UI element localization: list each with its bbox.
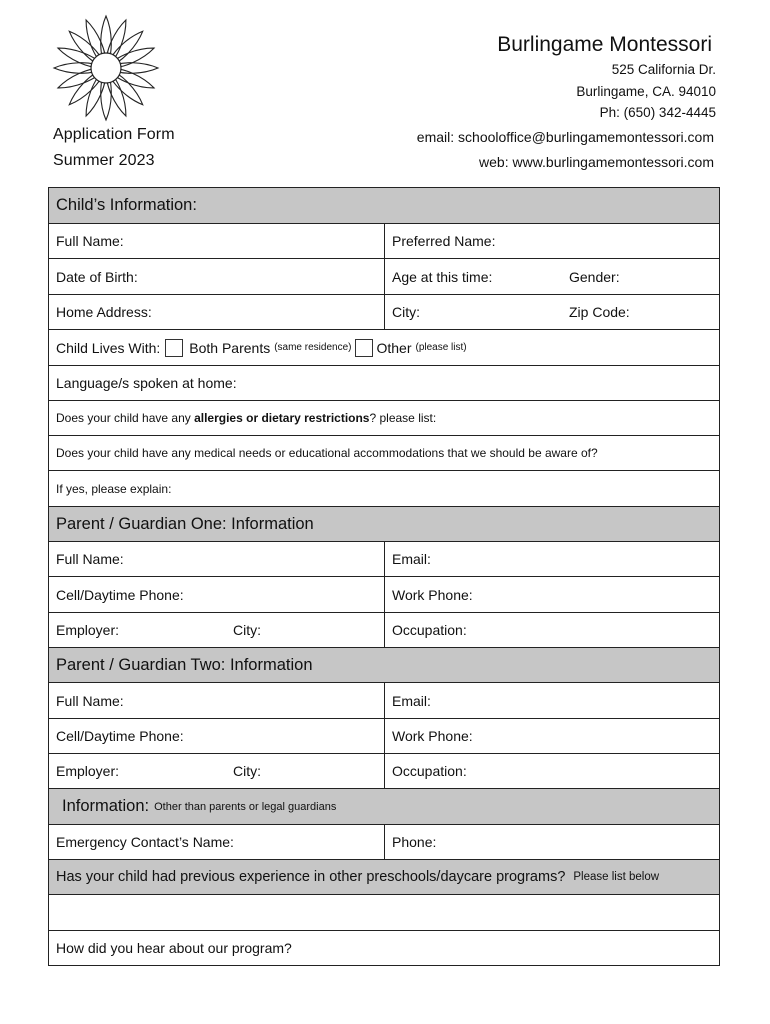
section-parent2-heading [49,647,719,682]
child-dob-field[interactable] [49,259,385,294]
experience-heading-row [49,859,719,894]
parent2-city-label: City: [233,763,261,779]
parent2-employer-label: Employer: [56,763,120,779]
school-phone: Ph: (650) 342-4445 [599,105,716,120]
parent1-work-field[interactable] [385,577,719,612]
parent1-employer-label: Employer: [56,622,120,638]
child-full-name-field[interactable] [49,224,385,258]
parent2-email-label: Email: [392,692,431,709]
child-name-row [49,223,719,258]
allergies-row[interactable] [49,400,719,435]
hear-about-label: How did you hear about our program? [56,940,292,956]
parent2-work-label: Work Phone: [392,728,473,744]
emergency-contact-row [49,824,719,859]
section-emergency-heading [49,788,719,824]
child-address-label: Home Address: [56,304,152,320]
child-address-row [49,294,719,329]
child-dob-row [49,258,719,294]
child-heading: Child’s Information: [56,196,197,214]
experience-note: Please list below [573,871,660,883]
child-zip-label: Zip Code: [569,304,630,320]
parent2-name-row [49,682,719,718]
school-email: email: schooloffice@burlingamemontessori.com [416,129,714,145]
child-full-name-label: Full Name: [56,233,124,249]
emergency-name-field[interactable] [49,825,385,859]
form-session: Summer 2023 [53,152,155,169]
emergency-phone-field[interactable] [385,825,719,859]
parent1-occupation-field[interactable] [385,613,719,647]
child-dob-label: Date of Birth: [56,268,138,285]
child-city-field[interactable] [385,295,719,329]
parent2-full-name-field[interactable] [49,683,385,718]
hear-about-row[interactable] [49,930,719,965]
parent1-full-name-label: Full Name: [56,551,124,567]
medical-label: Does your child have any medical needs or educational accommodations that we should be aware of? [56,446,598,460]
parent1-full-name-field[interactable] [49,542,385,576]
parent1-cell-label: Cell/Daytime Phone: [56,586,184,603]
child-city-label: City: [392,304,420,320]
both-parents-note: (same residence) [274,342,352,353]
parent1-heading: Parent / Guardian One: Information [56,514,314,533]
child-age-field[interactable] [385,259,719,294]
parent2-cell-label: Cell/Daytime Phone: [56,728,184,744]
language-row[interactable] [49,365,719,400]
section-child-heading [49,188,719,223]
child-gender-label: Gender: [569,268,620,285]
lives-with-label: Child Lives With: [56,339,161,356]
parent2-employer-field[interactable] [49,754,385,788]
parent1-cell-field[interactable] [49,577,385,612]
child-preferred-name-label: Preferred Name: [392,233,496,249]
explain-label: If yes, please explain: [56,481,172,496]
parent1-email-field[interactable] [385,542,719,576]
emergency-heading: Information: [62,797,150,815]
other-note: (please list) [415,342,467,353]
parent1-employer-row [49,612,719,647]
parent1-phone-row [49,576,719,612]
application-form [48,187,720,966]
language-label: Language/s spoken at home: [56,375,237,391]
child-age-label: Age at this time: [392,268,493,285]
emergency-heading-note: Other than parents or legal guardians [154,800,337,813]
parent2-occupation-label: Occupation: [392,763,467,779]
parent2-email-field[interactable] [385,683,719,718]
parent2-cell-field[interactable] [49,719,385,753]
parent1-name-row [49,541,719,576]
parent1-city-label: City: [233,622,261,638]
parent2-occupation-field[interactable] [385,754,719,788]
parent2-phone-row [49,718,719,753]
child-preferred-name-field[interactable] [385,224,719,258]
school-name: Burlingame Montessori [497,33,712,56]
school-web: web: www.burlingamemontessori.com [479,154,714,170]
other-label: Other [376,339,412,356]
parent2-heading: Parent / Guardian Two: Information [56,655,313,674]
child-lives-with-row [49,329,719,365]
parent1-employer-field[interactable] [49,613,385,647]
emergency-phone-label: Phone: [392,834,437,850]
flower-icon [50,12,162,124]
parent2-full-name-label: Full Name: [56,692,124,709]
school-street: 525 California Dr. [611,62,716,77]
emergency-name-label: Emergency Contact’s Name: [56,834,234,850]
section-parent1-heading [49,506,719,541]
both-parents-checkbox[interactable] [165,339,183,357]
other-checkbox[interactable] [355,339,373,357]
parent1-work-label: Work Phone: [392,586,473,603]
both-parents-label: Both Parents [189,339,271,356]
experience-answer-field[interactable] [49,894,719,930]
parent2-employer-row [49,753,719,788]
medical-row[interactable] [49,435,719,470]
experience-question: Has your child had previous experience in other preschools/daycare programs? [56,869,566,885]
parent2-work-field[interactable] [385,719,719,753]
explain-row[interactable] [49,470,719,506]
form-title: Application Form [53,126,175,143]
child-address-field[interactable] [49,295,385,329]
parent1-occupation-label: Occupation: [392,622,467,638]
school-city: Burlingame, CA. 94010 [576,84,716,99]
parent1-email-label: Email: [392,551,431,567]
allergies-label: Does your child have any allergies or dietary restrictions? please list: [56,411,437,425]
